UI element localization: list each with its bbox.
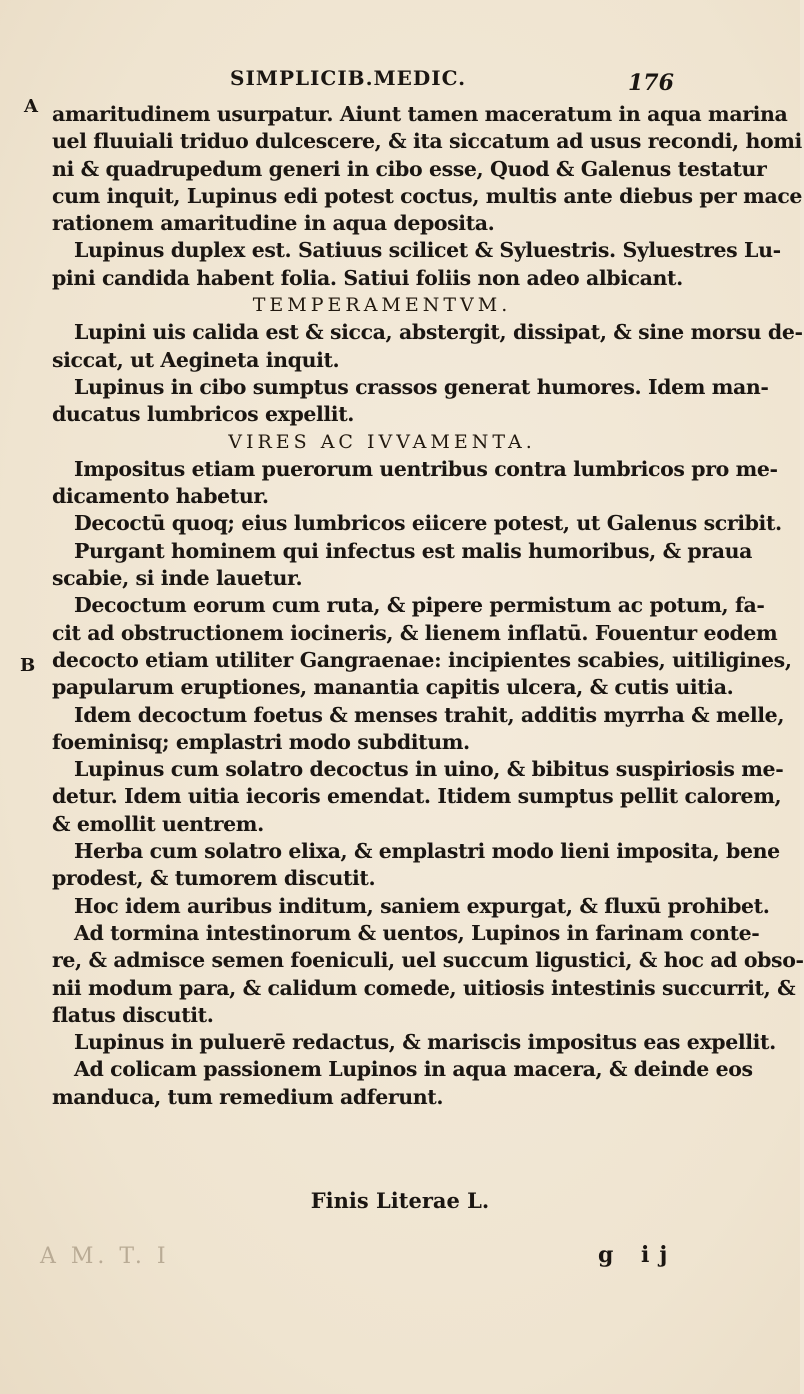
text-line: Ad tormina intestinorum & uentos, Lupinos in farinam conte- (74, 920, 760, 945)
text-line: Lupinus duplex est. Satiuus scilicet & Syluestris. Syluestres Lu- (74, 238, 781, 263)
text-line: Lupinus in puluerē redactus, & mariscis impositus eas expellit. (74, 1030, 776, 1055)
text-line: Lupinus in cibo sumptus crassos generat humores. Idem man- (74, 374, 769, 399)
text-line: rationem amaritudine in aqua deposita. (52, 211, 495, 236)
margin-letter-b: B (20, 655, 36, 676)
text-line: cit ad obstructionem iocineris, & lienem inflatū. Fouentur eodem (52, 620, 778, 645)
section-heading-temperamentum: TEMPERAMENTVM. (252, 294, 512, 317)
text-line: ducatus lumbricos expellit. (52, 402, 355, 427)
text-line: re, & admisce semen foeniculi, uel succum ligustici, & hoc ad obso- (52, 948, 804, 973)
text-line: Lupini uis calida est & sicca, abstergit, dissipat, & sine morsu de- (74, 320, 803, 345)
text-line: dicamento habetur. (52, 484, 269, 509)
section-heading-vires: VIRES AC IVVAMENTA. (228, 430, 536, 453)
text-line: Lupinus cum solatro decoctus in uino, & bibitus suspiriosis me- (74, 757, 784, 782)
text-line: Herba cum solatro elixa, & emplastri modo lieni imposita, bene (74, 839, 780, 864)
text-line: Hoc idem auribus inditum, saniem expurgat, & fluxū prohibet. (74, 893, 770, 918)
text-line: detur. Idem uitia iecoris emendat. Itidem sumptus pellit calorem, (52, 784, 782, 809)
text-line: & emollit uentrem. (52, 811, 264, 836)
text-line: ni & quadrupedum generi in cibo esse, Quod & Galenus testatur (52, 156, 767, 181)
text-line: cum inquit, Lupinus edi potest coctus, multis ante diebus per mace (52, 183, 803, 208)
text-line: Decoctum eorum cum ruta, & pipere permistum ac potum, fa- (74, 593, 765, 618)
text-line: pini candida habent folia. Satiui foliis non adeo albicant. (52, 265, 683, 290)
text-line: nii modum para, & calidum comede, uitiosis intestinis succurrit, & (52, 975, 796, 1000)
text-line: uel fluuiali triduo dulcescere, & ita siccatum ad usus recondi, homi (52, 129, 802, 154)
running-head: SIMPLICIB.MEDIC. (230, 66, 467, 90)
text-line: Purgant hominem qui infectus est malis humoribus, & praua (74, 538, 753, 563)
faint-show-through: A M. T. I (40, 1244, 170, 1269)
folio-number: 176 (628, 70, 674, 96)
text-line: Decoctū quoq; eius lumbricos eiicere potest, ut Galenus scribit. (74, 511, 782, 536)
text-line: flatus discutit. (52, 1002, 214, 1027)
finis-line: Finis Literae L. (310, 1188, 490, 1213)
text-line: siccat, ut Aegineta inquit. (52, 347, 340, 372)
text-line: decocto etiam utiliter Gangraenae: incipientes scabies, uitiligines, (52, 647, 792, 672)
text-line: papularum eruptiones, manantia capitis ulcera, & cutis uitia. (52, 675, 734, 700)
text-line: Impositus etiam puerorum uentribus contra lumbricos pro me- (74, 456, 778, 481)
text-line: amaritudinem usurpatur. Aiunt tamen maceratum in aqua marina (52, 102, 788, 126)
text-line: Idem decoctum foetus & menses trahit, additis myrrha & melle, (74, 702, 785, 727)
text-line: Ad colicam passionem Lupinos in aqua macera, & deinde eos (74, 1057, 753, 1082)
text-line: foeminisq; emplastri modo subditum. (52, 729, 470, 754)
text-line: prodest, & tumorem discutit. (52, 866, 376, 891)
main-text (52, 101, 804, 1111)
text-line: manduca, tum remedium adferunt. (52, 1084, 444, 1109)
signature-mark: g ij (598, 1242, 678, 1268)
margin-letter-a: A (24, 96, 38, 117)
text-line: scabie, si inde lauetur. (52, 566, 303, 591)
